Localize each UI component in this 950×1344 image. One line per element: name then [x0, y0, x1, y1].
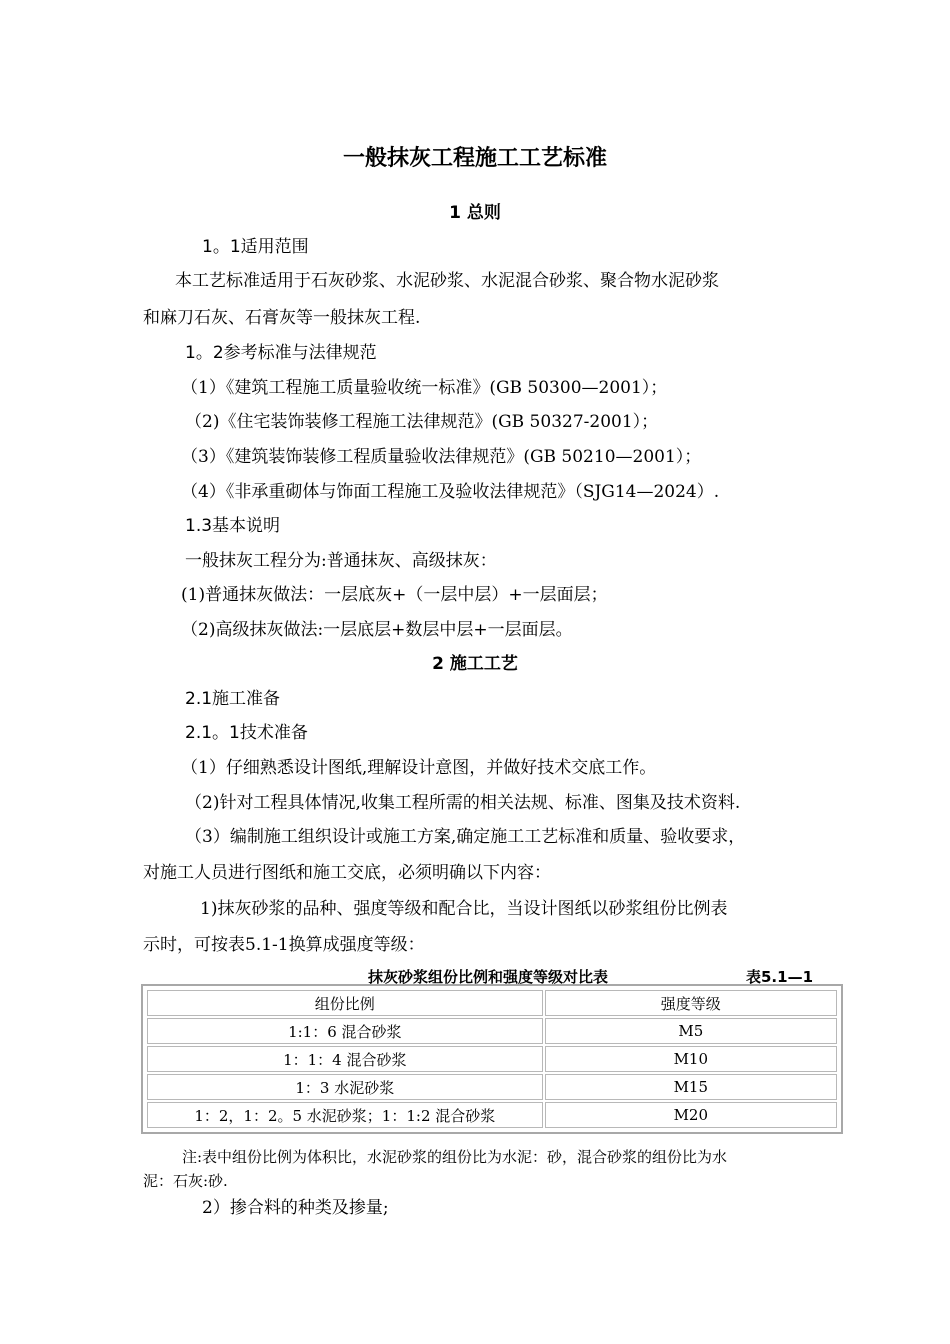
table-cell-ratio: 1：1：4 混合砂浆: [147, 1046, 543, 1072]
reference-item-3: （3）《建筑装饰装修工程质量验收法律规范》(GB 50210—2001）；: [181, 447, 702, 467]
table-caption: 抹灰砂浆组份比例和强度等级对比表: [368, 968, 609, 986]
table-note-line-2: 泥：石灰:砂.: [143, 1172, 228, 1190]
table-cell-grade: M10: [545, 1046, 837, 1072]
basic-description-line-3: （2)高级抹灰做法:一层底层+数层中层+一层面层。: [181, 620, 573, 640]
reference-item-1: （1）《建筑工程施工质量验收统一标准》(GB 50300—2001）；: [181, 378, 668, 398]
technical-prep-subitem-1-line-1: 1)抹灰砂浆的品种、强度等级和配合比，当设计图纸以砂浆组份比例表: [200, 899, 728, 919]
basic-description-line-2: (1)普通抹灰做法：一层底灰+（一层中层）+一层面层；: [181, 585, 608, 605]
table-cell-grade: M5: [545, 1018, 837, 1044]
technical-prep-subitem-2: 2）掺合料的种类及掺量;: [202, 1198, 389, 1218]
paragraph-scope-line-1: 本工艺标准适用于石灰砂浆、水泥砂浆、水泥混合砂浆、聚合物水泥砂浆: [175, 271, 719, 291]
table-cell-ratio: 1：2，1：2。5 水泥砂浆；1：1:2 混合砂浆: [147, 1102, 543, 1128]
table-cell-ratio: 1:1：6 混合砂浆: [147, 1018, 543, 1044]
table-number: 表5.1—1: [746, 968, 814, 986]
table-header-cell: 强度等级: [545, 990, 837, 1016]
section-2-1-heading: 2.1施工准备: [185, 689, 281, 709]
table-row: [147, 1046, 837, 1072]
document-title: 一般抹灰工程施工工艺标准: [342, 146, 607, 171]
table-row: [147, 1074, 837, 1100]
paragraph-scope-line-2: 和麻刀石灰、石膏灰等一般抹灰工程.: [143, 308, 421, 328]
section-1-1-heading: 1。1适用范围: [202, 237, 309, 257]
technical-prep-item-2: （2)针对工程具体情况,收集工程所需的相关法规、标准、图集及技术资料.: [185, 793, 741, 813]
mortar-ratio-table: [141, 984, 843, 1134]
section-2-1-1-heading: 2.1。1技术准备: [185, 723, 308, 743]
technical-prep-item-3-line-1: （3）编制施工组织设计或施工方案,确定施工工艺标准和质量、验收要求，: [185, 827, 746, 847]
technical-prep-subitem-1-line-2: 示时，可按表5.1-1换算成强度等级：: [143, 935, 425, 955]
table-row: [147, 1018, 837, 1044]
table-row: [147, 1102, 837, 1128]
table-header-cell: 组份比例: [147, 990, 543, 1016]
basic-description-line-1: 一般抹灰工程分为:普通抹灰、高级抹灰：: [185, 551, 497, 571]
reference-item-2: （2)《住宅装饰装修工程施工法律规范》(GB 50327-2001）；: [185, 412, 659, 432]
table-cell-grade: M20: [545, 1102, 837, 1128]
table-header-row: [147, 990, 837, 1016]
section-2-heading: 2 施工工艺: [432, 654, 518, 674]
technical-prep-item-3-line-2: 对施工人员进行图纸和施工交底，必须明确以下内容：: [143, 863, 551, 883]
table-note-line-1: 注:表中组份比例为体积比，水泥砂浆的组份比为水泥：砂，混合砂浆的组份比为水: [182, 1148, 728, 1166]
section-1-2-heading: 1。2参考标准与法律规范: [185, 343, 377, 363]
technical-prep-item-1: （1）仔细熟悉设计图纸,理解设计意图，并做好技术交底工作。: [181, 758, 657, 778]
reference-item-4: （4）《非承重砌体与饰面工程施工及验收法律规范》（SJG14—2024）.: [181, 482, 720, 502]
table-cell-ratio: 1：3 水泥砂浆: [147, 1074, 543, 1100]
section-1-3-heading: 1.3基本说明: [185, 516, 281, 536]
section-1-heading: 1 总则: [449, 203, 501, 223]
table-cell-grade: M15: [545, 1074, 837, 1100]
